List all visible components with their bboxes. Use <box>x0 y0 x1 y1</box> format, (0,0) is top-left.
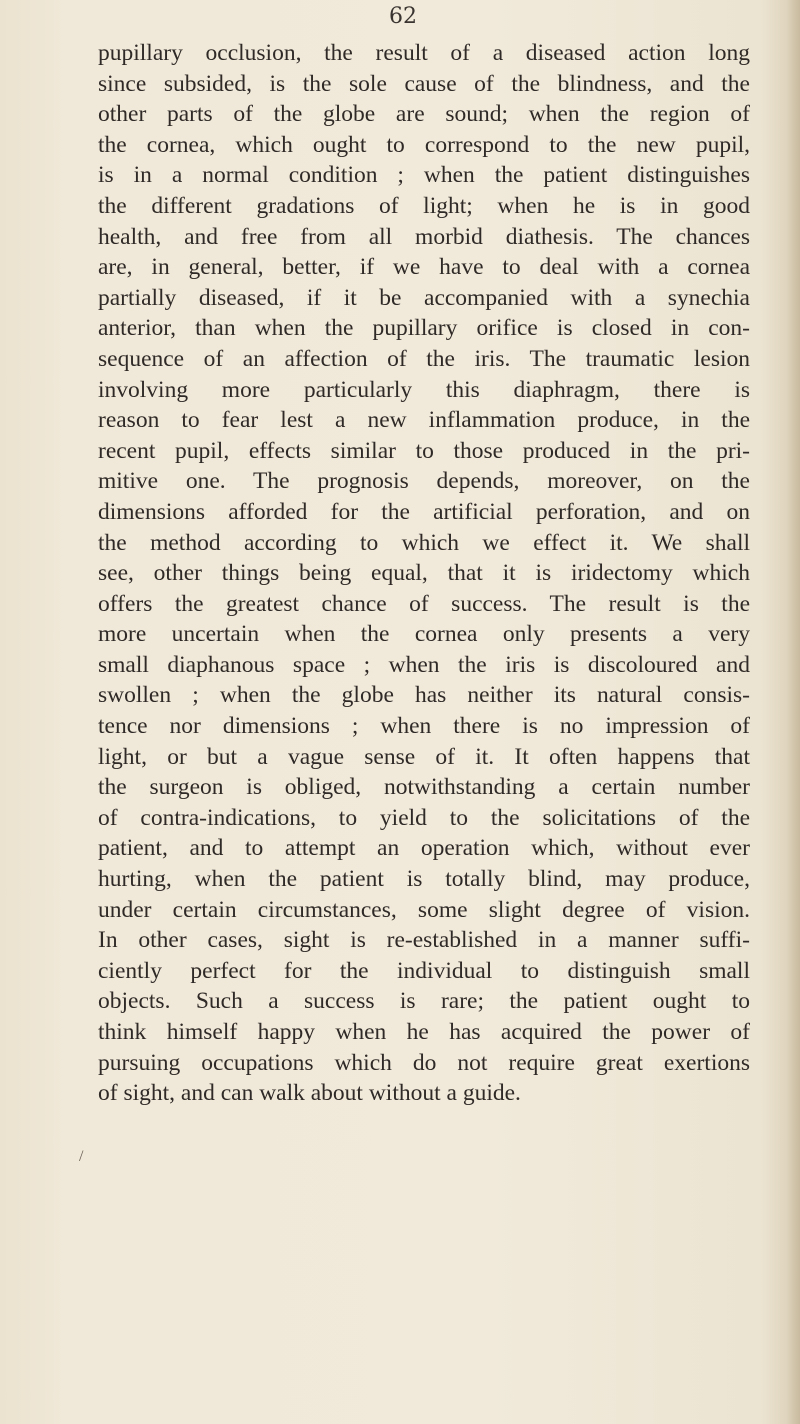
body-text <box>98 38 750 1109</box>
text-line: of sight, and can walk about without a guide. <box>98 1080 521 1107</box>
text-line: sequence of an affection of the iris. The traumatic lesion <box>98 345 750 372</box>
text-line: are, in general, better, if we have to deal with a cornea <box>98 254 750 281</box>
text-line: see, other things being equal, that it is iridectomy which <box>98 560 750 587</box>
text-line: ciently perfect for the individual to distinguish small <box>98 957 750 984</box>
text-line: anterior, than when the pupillary orifice is closed in con- <box>98 315 750 342</box>
text-line: swollen ; when the globe has neither its natural consis- <box>98 682 750 709</box>
text-line: offers the greatest chance of success. The result is the <box>98 590 750 617</box>
text-line: involving more particularly this diaphragm, there is <box>98 376 750 403</box>
text-line: In other cases, sight is re-established in a manner suffi- <box>98 927 750 954</box>
text-line: partially diseased, if it be accompanied with a synechia <box>98 284 750 311</box>
text-line: health, and free from all morbid diathesis. The chances <box>98 223 750 250</box>
text-line: of contra-indications, to yield to the solicitations of the <box>98 804 750 831</box>
text-line: the different gradations of light; when he is in good <box>98 192 750 219</box>
text-line: more uncertain when the cornea only presents a very <box>98 621 750 648</box>
text-line: reason to fear lest a new inflammation produce, in the <box>98 407 750 434</box>
text-line: think himself happy when he has acquired the power of <box>98 1019 750 1045</box>
text-line: the cornea, which ought to correspond to the new pupil, <box>98 131 750 158</box>
text-line: the method according to which we effect it. We shall <box>98 529 750 556</box>
text-line: recent pupil, effects similar to those produced in the pri- <box>98 437 750 464</box>
text-line: patient, and to attempt an operation which, without ever <box>98 835 750 862</box>
text-line: dimensions afforded for the artificial perforation, and on <box>98 498 750 525</box>
text-line: tence nor dimensions ; when there is no impression of <box>98 713 750 740</box>
text-line: other parts of the globe are sound; when the region of <box>98 101 750 128</box>
page-edge-shadow <box>786 0 800 1424</box>
text-line: pursuing occupations which do not require great exertions <box>98 1049 750 1076</box>
text-line: since subsided, is the sole cause of the blindness, and the <box>98 70 750 97</box>
text-line: light, or but a vague sense of it. It often happens that <box>98 743 750 770</box>
text-line: mitive one. The prognosis depends, moreover, on the <box>98 468 750 495</box>
text-line: objects. Such a success is rare; the patient ought to <box>98 988 750 1015</box>
page-number: 62 <box>389 4 417 29</box>
text-line: the surgeon is obliged, notwithstanding a certain number <box>98 774 750 801</box>
text-line: is in a normal condition ; when the patient distinguishes <box>98 162 750 189</box>
text-line: small diaphanous space ; when the iris is discoloured and <box>98 651 750 678</box>
text-line: pupillary occlusion, the result of a diseased action long <box>98 40 750 66</box>
text-line: hurting, when the patient is totally blind, may produce, <box>98 866 750 893</box>
text-line: under certain circumstances, some slight degree of vision. <box>98 896 750 923</box>
margin-mark: / <box>79 1148 84 1165</box>
